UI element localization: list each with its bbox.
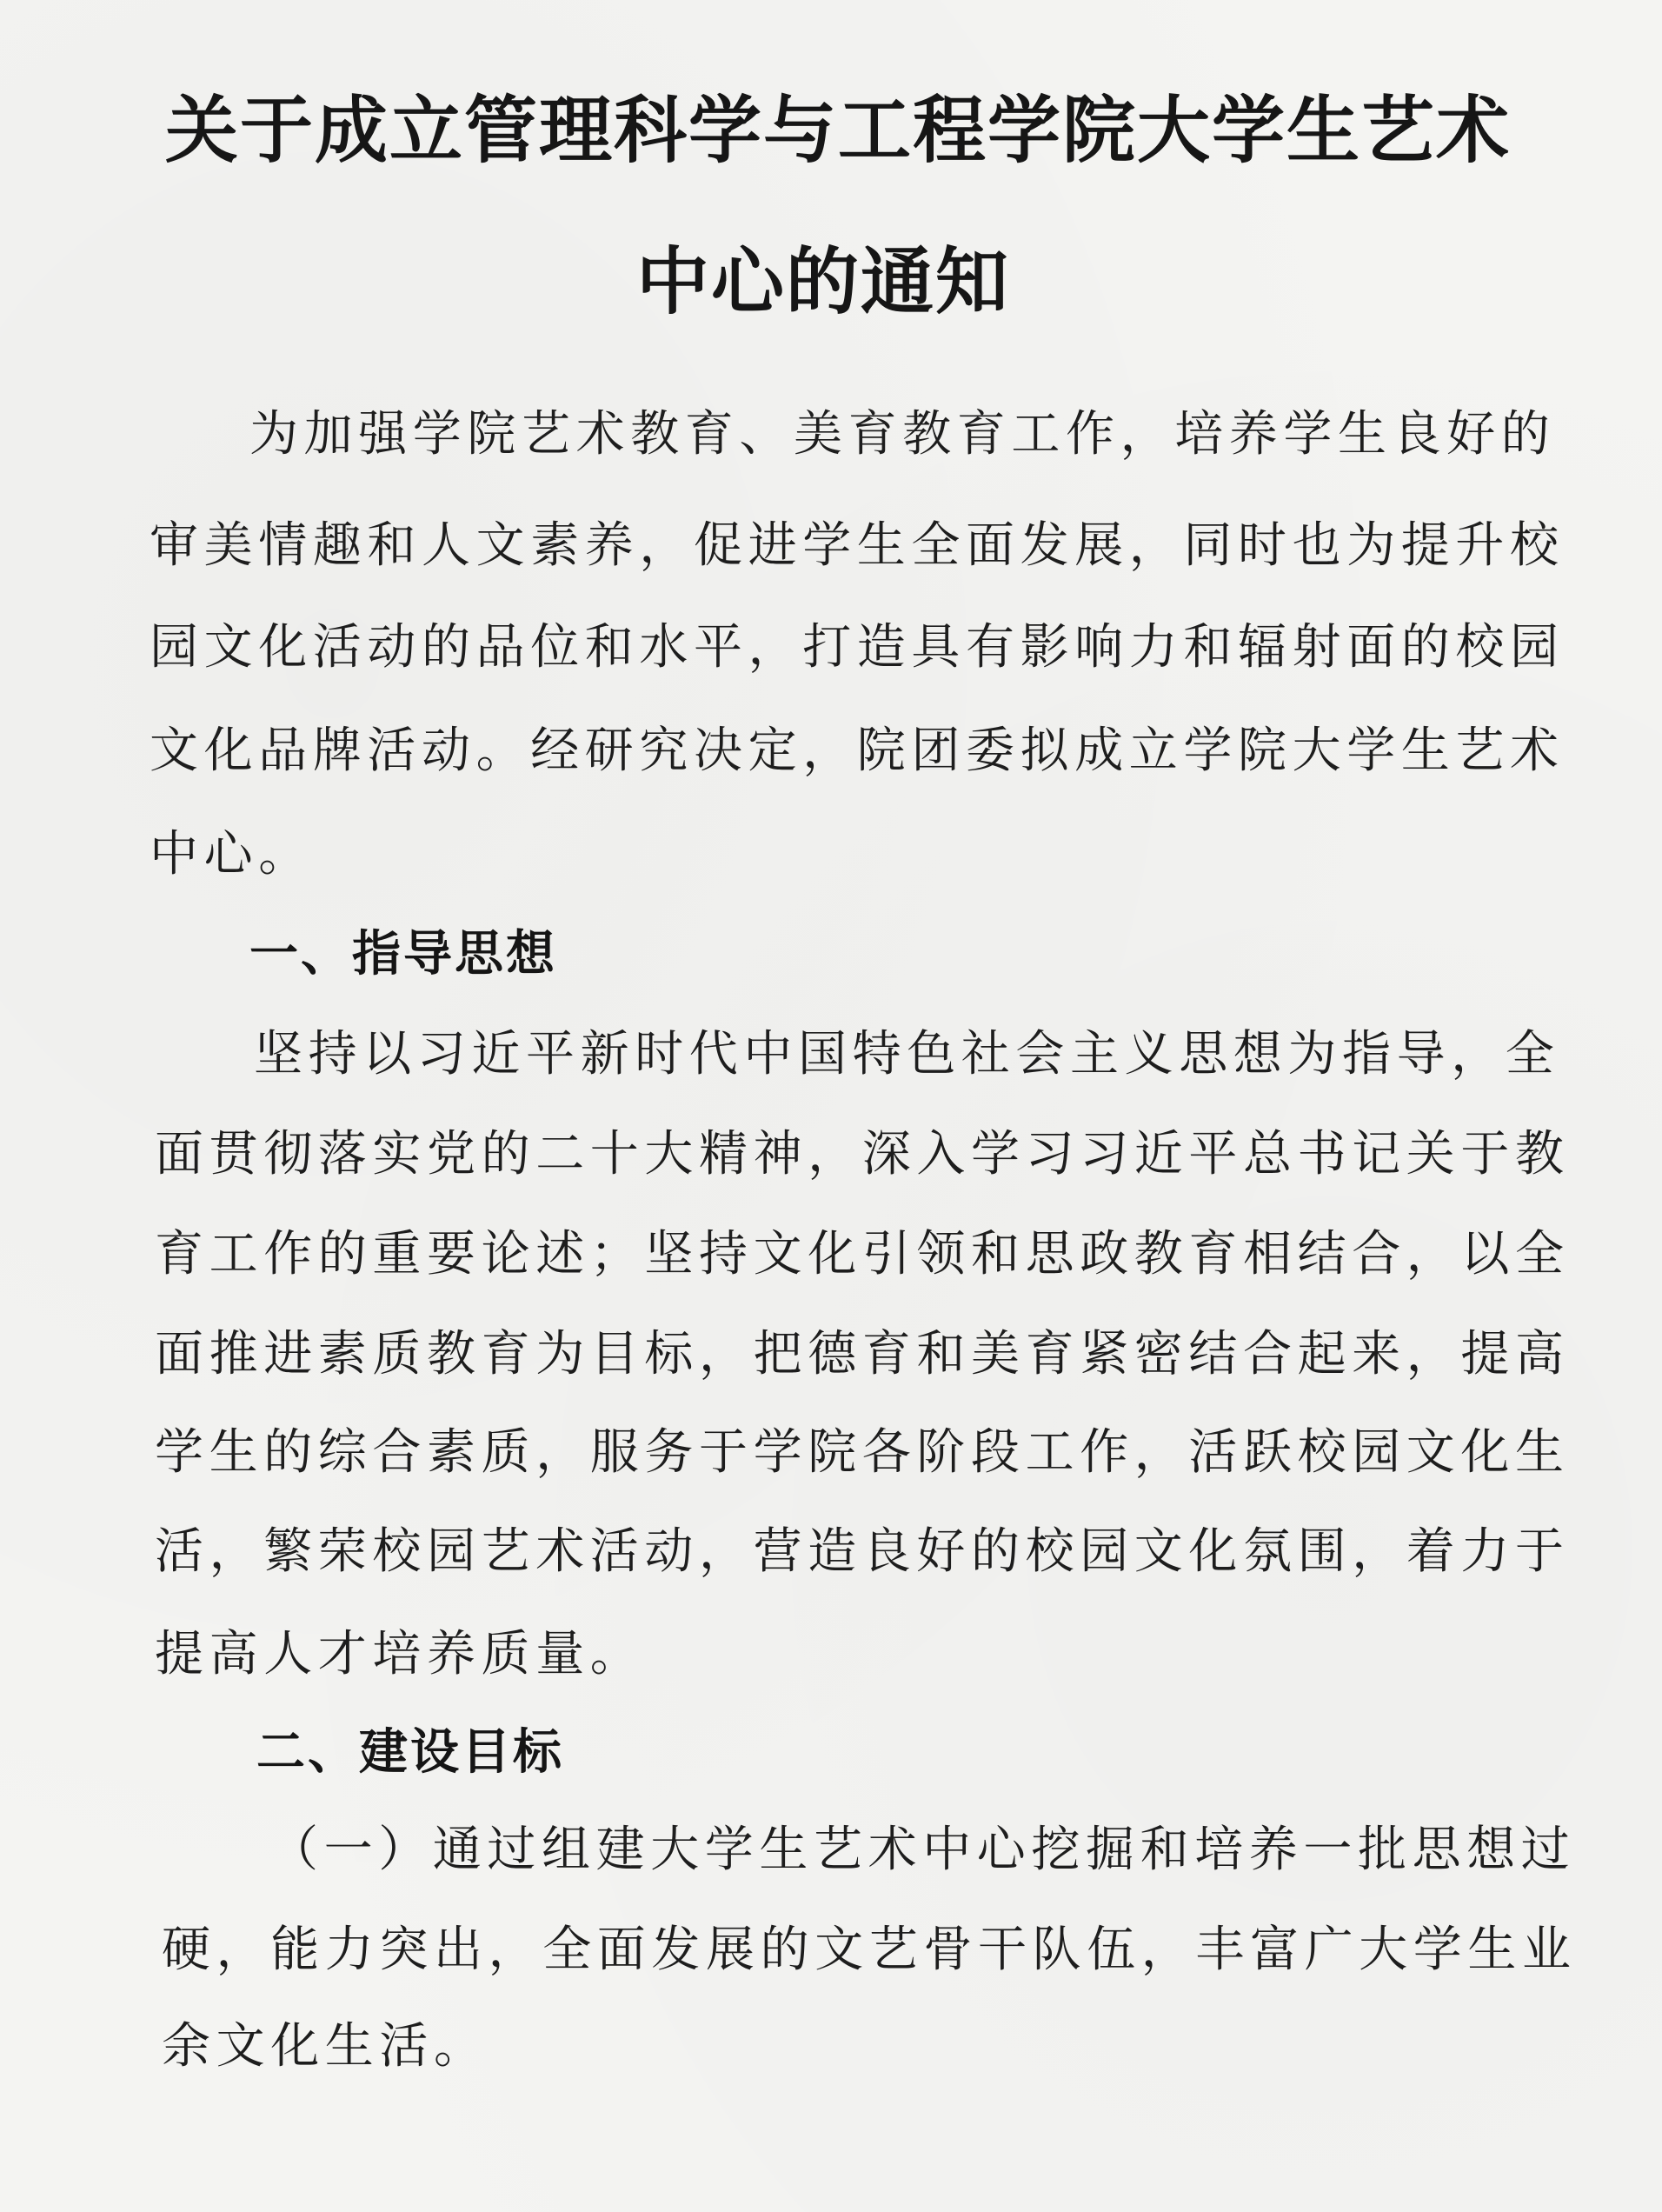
section-1-line-1: 坚持以习近平新时代中国特色社会主义思想为指导，全 <box>254 1026 1560 1083</box>
section-1-heading: 一、指导思想 <box>249 926 557 983</box>
section-1-line-2: 面贯彻落实党的二十大精神，深入学习习近平总书记关于教 <box>155 1126 1570 1183</box>
intro-line-3: 园文化活动的品位和水平，打造具有影响力和辐射面的校园 <box>150 619 1565 676</box>
section-1-line-3: 育工作的重要论述；坚持文化引领和思政教育相结合，以全 <box>155 1226 1570 1283</box>
intro-line-4: 文化品牌活动。经研究决定，院团委拟成立学院大学生艺术 <box>150 723 1565 779</box>
section-2-line-1: （一）通过组建大学生艺术中心挖掘和培养一批思想过 <box>269 1822 1576 1878</box>
section-1-line-7: 提高人才培养质量。 <box>155 1626 645 1682</box>
section-1-line-6: 活，繁荣校园艺术活动，营造良好的校园文化氛围，着力于 <box>155 1523 1570 1580</box>
intro-line-1: 为加强学院艺术教育、美育教育工作，培养学生良好的 <box>249 406 1556 463</box>
document-title-line-1: 关于成立管理科学与工程学院大学生艺术 <box>165 87 1512 173</box>
document-title-line-2: 中心的通知 <box>636 238 1011 324</box>
section-1-line-4: 面推进素质教育为目标，把德育和美育紧密结合起来，提高 <box>155 1326 1570 1382</box>
intro-line-5: 中心。 <box>150 826 313 883</box>
section-2-line-3: 余文化生活。 <box>162 2018 489 2075</box>
intro-line-2: 审美情趣和人文素养，促进学生全面发展，同时也为提升校 <box>150 517 1565 574</box>
section-1-line-5: 学生的综合素质，服务于学院各阶段工作，活跃校园文化生 <box>155 1424 1570 1481</box>
section-2-line-2: 硬，能力突出，全面发展的文艺骨干队伍，丰富广大学生业 <box>162 1922 1577 1978</box>
section-2-heading: 二、建设目标 <box>256 1724 564 1781</box>
